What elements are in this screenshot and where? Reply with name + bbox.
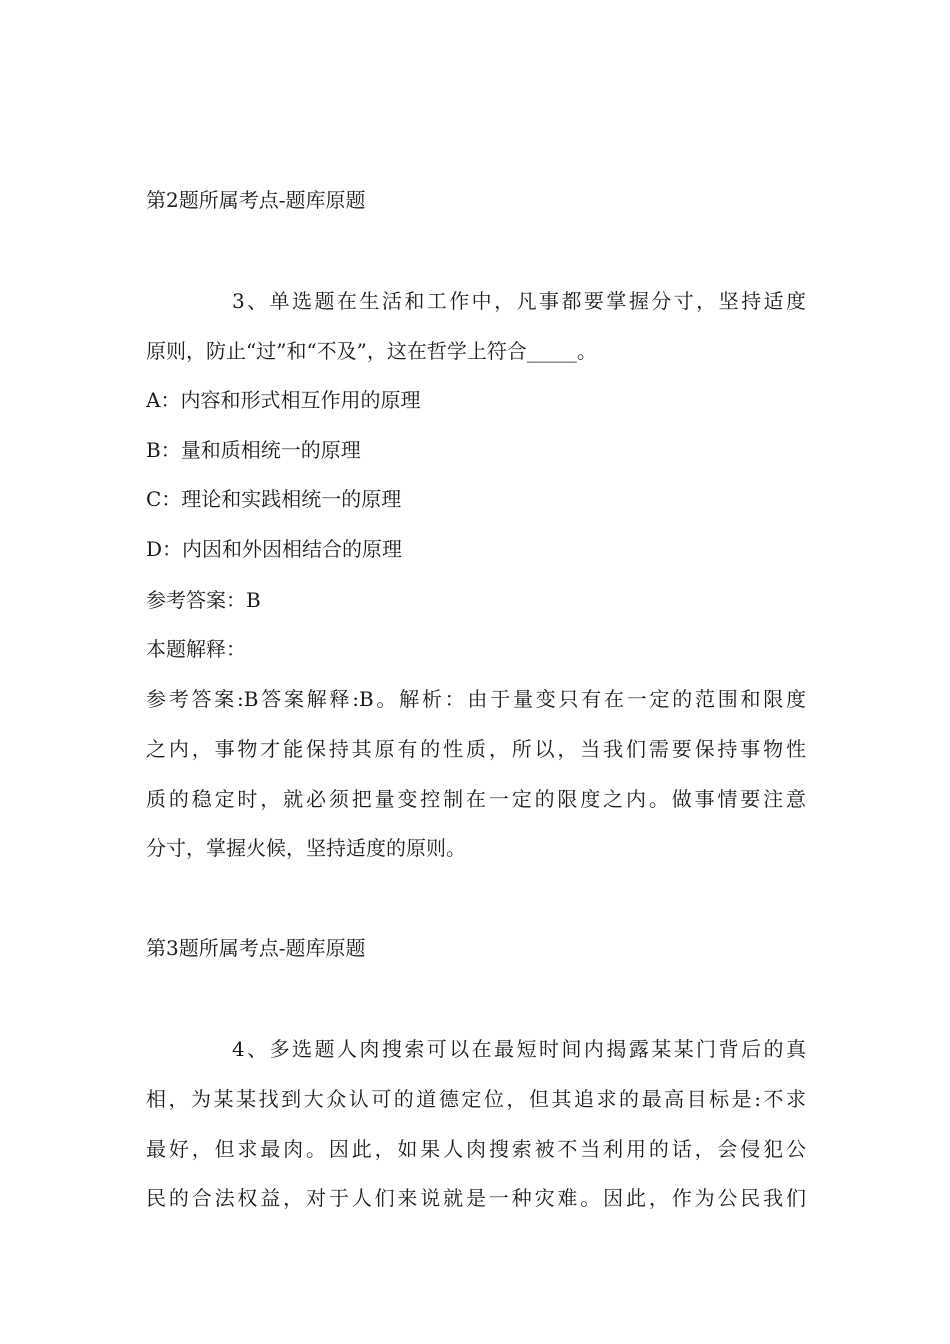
question-4-stem-line-1: 4、多选题人肉搜索可以在最短时间内揭露某某门背后的真	[232, 1037, 806, 1061]
question-4-stem-line-3: 最好，但求最肉。因此，如果人肉搜索被不当利用的话，会侵犯公	[146, 1137, 806, 1161]
question-3-explanation-line-4: 分寸，掌握火候，坚持适度的原则。	[146, 836, 466, 860]
question-3-explanation-line-2: 之内，事物才能保持其原有的性质，所以，当我们需要保持事物性	[146, 737, 806, 761]
question-3-explanation-line-1: 参考答案:B答案解释:B。解析：由于量变只有在一定的范围和限度	[146, 687, 806, 711]
question-4-stem-line-4: 民的合法权益，对于人们来说就是一种灾难。因此，作为公民我们	[146, 1186, 806, 1210]
question-3-answer: 参考答案：B	[146, 588, 261, 612]
question-3-option-d: D：内因和外因相结合的原理	[146, 537, 403, 561]
question-3-stem-line-2: 原则，防止“过”和“不及”，这在哲学上符合_____。	[146, 339, 597, 363]
question-3-explanation-line-3: 质的稳定时，就必须把量变控制在一定的限度之内。做事情要注意	[146, 787, 806, 811]
question-3-explanation-label: 本题解释：	[146, 637, 246, 661]
question-4-stem-line-2: 相，为某某找到大众认可的道德定位，但其追求的最高目标是:不求	[146, 1087, 806, 1111]
section-3-heading: 第3题所属考点-题库原题	[146, 936, 366, 960]
question-3-option-b: B：量和质相统一的原理	[146, 438, 361, 462]
question-3-option-c: C：理论和实践相统一的原理	[146, 487, 402, 511]
section-2-heading: 第2题所属考点-题库原题	[146, 188, 366, 212]
question-3-option-a: A：内容和形式相互作用的原理	[146, 388, 421, 412]
question-3-stem-line-1: 3、单选题在生活和工作中，凡事都要掌握分寸，坚持适度	[232, 289, 806, 313]
